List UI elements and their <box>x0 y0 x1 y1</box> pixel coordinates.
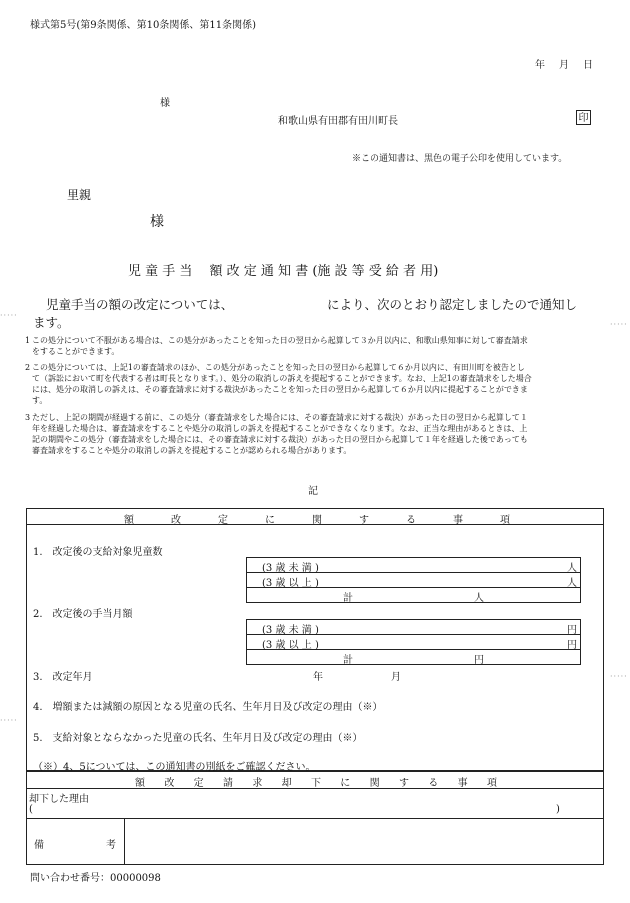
revision-section-header: 額 改 定 に 関 す る 事 項 <box>124 515 510 526</box>
addressee-sama: 様 <box>160 98 170 109</box>
intro-part3: ます。 <box>33 315 70 330</box>
seal-stamp: 印 <box>576 110 591 125</box>
intro-part2: により、次のとおり認定しましたので通知し <box>327 297 578 312</box>
item4-label: 4. 増額または減額の原因となる児童の氏名、生年月日及び改定の理由（※） <box>33 702 383 713</box>
appeal-note-1: 1 この処分について不服がある場合は、この処分があったことを知った日の翌日から起算して３か月以内に、和歌山県知事に対して審査請求 をすることができます。 <box>25 336 528 356</box>
seal-note: ※この通知書は、黒色の電子公印を使用しています。 <box>352 154 568 164</box>
appeal-note-2: 2 この処分については、上記1の審査請求のほか、この処分があったことを知った日の翌日から起算して６か月以内に、有田川町を被告とし て（訴訟において町を代表する者は町長となります。）、処分の取消しの訴えを提起することができます。なお、上記1の審査請求をした場合 には、処分の取消しの訴えは、その審査請求に対する裁決があったことを知った日の翌日から起算して６か月以内に提起することができま す。 <box>25 363 532 405</box>
form-number: 様式第5号(第9条関係、第10条関係、第11条関係) <box>30 20 256 31</box>
appeal-note-3: 3 ただし、上記の期間が経過する前に、この処分（審査請求をした場合には、その審査請求に対する裁決）があった日の翌日から起算して１ 年を経過した場合は、審査請求をすることや処分の取消しの訴えを提起することができなくなります。なお、正当な理由があるときは、上 記の期間やこの処分（審査請求をした場合には、その審査請求に対する裁決）があった日の翌日から起算して１年を経過した後であっても 審査請求をすることや処分の取消しの訴えを提起することが認められる場合があります。 <box>25 413 528 455</box>
amount-over3-unit: 円 <box>567 640 577 651</box>
attachment-footnote: （※）4、5については、この通知書の別紙をご確認ください。 <box>33 762 316 773</box>
child-count-over3-unit: 人 <box>567 578 577 589</box>
child-count-under3-label: (3 歳 未 満 ) <box>262 563 319 574</box>
recipient-sama: 様 <box>150 214 164 230</box>
rejection-reason-label: 却下した理由 <box>29 794 89 805</box>
item3-label: 3. 改定年月 <box>33 672 93 683</box>
ki-mark: 記 <box>308 486 318 497</box>
amount-under3-unit: 円 <box>567 625 577 636</box>
child-count-under3-unit: 人 <box>567 563 577 574</box>
child-count-total-unit: 人 <box>474 593 484 604</box>
item1-label: 1. 改定後の支給対象児童数 <box>33 547 163 558</box>
intro-part1: 児童手当の額の改定については、 <box>46 297 234 312</box>
issuer-name: 和歌山県有田郡有田川町長 <box>278 116 398 127</box>
rejection-section-header: 額 改 定 請 求 却 下 に 関 す る 事 項 <box>135 778 497 789</box>
amount-under3-label: (3 歳 未 満 ) <box>262 625 319 636</box>
reason-paren-open: ( <box>29 804 33 815</box>
date-year: 年 <box>535 60 545 71</box>
amount-over3-label: (3 歳 以 上 ) <box>262 640 319 651</box>
inquiry-number: 問い合わせ番号：00000098 <box>30 873 161 884</box>
reason-paren-close: ) <box>556 804 560 815</box>
child-count-total-label: 計 <box>343 593 353 604</box>
amount-total-unit: 円 <box>474 655 484 666</box>
item5-label: 5. 支給対象とならなかった児童の氏名、生年月日及び改定の理由（※） <box>33 733 363 744</box>
document-title: 児 童 手 当 額 改 定 通 知 書 (施 設 等 受 給 者 用) <box>128 264 439 279</box>
item3-year: 年 <box>313 672 323 683</box>
remarks-label-1: 備 <box>34 840 44 851</box>
child-count-over3-label: (3 歳 以 上 ) <box>262 578 319 589</box>
amount-total-label: 計 <box>343 655 353 666</box>
date-day: 日 <box>583 60 593 71</box>
date-month: 月 <box>559 60 569 71</box>
item2-label: 2. 改定後の手当月額 <box>33 609 133 620</box>
recipient-label: 里親 <box>67 188 92 202</box>
remarks-label-2: 考 <box>106 840 116 851</box>
item3-month: 月 <box>391 672 401 683</box>
